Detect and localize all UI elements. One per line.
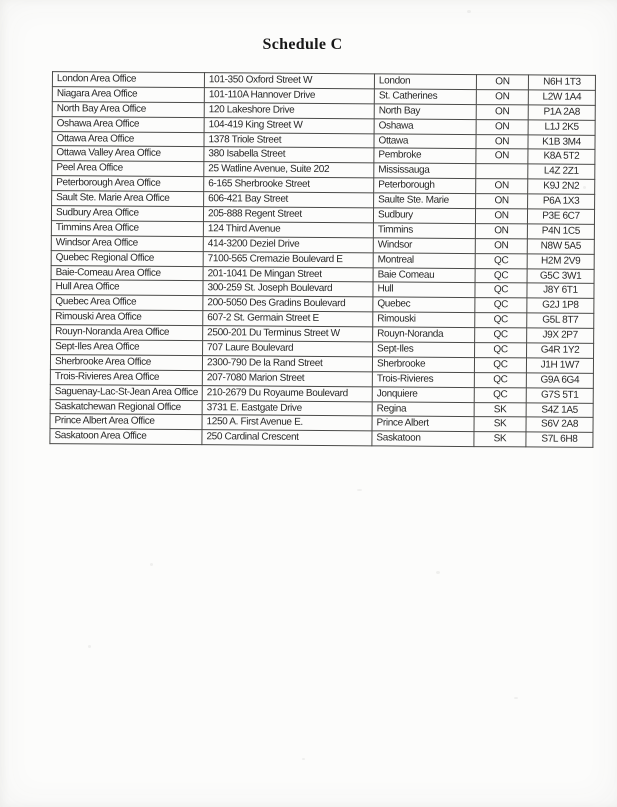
scan-speck [583,186,586,189]
city-cell: Jonquiere [372,387,474,403]
office-cell: Saskatoon Area Office [50,429,202,445]
city-cell: Trois-Rivieres [372,372,474,388]
city-cell: Peterborough [374,178,476,194]
postal-code-cell: J8Y 6T1 [527,283,594,298]
offices-table-body [50,72,596,448]
office-cell: Baie-Comeau Area Office [51,265,203,281]
postal-code-cell: L4Z 2Z1 [528,164,595,179]
city-cell: Sherbrooke [372,357,474,373]
province-cell: ON [475,238,527,253]
postal-code-cell: J1H 1W7 [526,358,593,373]
province-cell: QC [475,283,527,298]
office-cell: Oshawa Area Office [52,116,204,132]
province-cell: SK [474,402,526,417]
office-cell: North Bay Area Office [52,101,204,117]
province-cell: ON [476,194,528,209]
office-cell: Trois-Rivieres Area Office [50,369,202,385]
city-cell: Pembroke [374,148,476,164]
province-cell: QC [474,372,526,387]
postal-code-cell: P4N 1C5 [527,224,594,239]
postal-code-cell: S4Z 1A5 [526,403,593,418]
city-cell: Rouyn-Noranda [373,327,475,343]
city-cell: Sudbury [373,208,475,224]
office-cell: Prince Albert Area Office [50,414,202,430]
city-cell: Rimouski [373,312,475,328]
address-cell: 6-165 Sherbrooke Street [204,177,374,193]
postal-code-cell: G9A 6G4 [526,373,593,388]
office-cell: Peterborough Area Office [52,176,204,192]
office-cell: Sault Ste. Marie Area Office [52,191,204,207]
province-cell: ON [476,104,528,119]
scan-speck [436,571,440,574]
offices-table-wrap [49,71,595,448]
postal-code-cell: L1J 2K5 [528,120,595,135]
province-cell: ON [475,223,527,238]
province-cell: QC [475,328,527,343]
city-cell: Sept-Iles [373,342,475,358]
province-cell: QC [474,387,526,402]
city-cell: Saskatoon [372,431,474,447]
address-cell: 120 Lakeshore Drive [204,102,374,118]
province-cell: ON [476,149,528,164]
postal-code-cell: K8A 5T2 [528,149,595,164]
address-cell: 300-259 St. Joseph Boulevard [203,281,373,297]
address-cell: 201-1041 De Mingan Street [203,266,373,282]
postal-code-cell: P1A 2A8 [528,105,595,120]
postal-code-cell: G4R 1Y2 [527,343,594,358]
address-cell: 414-3200 Deziel Drive [203,236,373,252]
province-cell: QC [474,357,526,372]
address-cell: 7100-565 Cremazie Boulevard E [203,251,373,267]
address-cell: 200-5050 Des Gradins Boulevard [203,296,373,312]
postal-code-cell: P3E 6C7 [527,209,594,224]
address-cell: 101-350 Oxford Street W [204,73,374,89]
city-cell: Windsor [373,238,475,254]
office-cell: Rimouski Area Office [51,310,203,326]
province-cell [476,164,528,179]
postal-code-cell: N8W 5A5 [527,239,594,254]
office-cell: Quebec Regional Office [51,250,203,266]
city-cell: Prince Albert [372,416,474,432]
address-cell: 2500-201 Du Terminus Street W [203,326,373,342]
city-cell: Regina [372,401,474,417]
address-cell: 1378 Triole Street [204,132,374,148]
province-cell: QC [475,253,527,268]
province-cell: ON [476,179,528,194]
offices-table [49,71,596,448]
office-cell: Saguenay-Lac-St-Jean Area Office [50,384,202,400]
postal-code-cell: K1B 3M4 [528,134,595,149]
city-cell: Mississauga [374,163,476,179]
office-cell: Peel Area Office [52,161,204,177]
address-cell: 25 Watline Avenue, Suite 202 [204,162,374,178]
province-cell: SK [474,417,526,432]
province-cell: ON [475,209,527,224]
address-cell: 205-888 Regent Street [203,207,373,223]
office-cell: Ottawa Area Office [52,131,204,147]
office-cell: Sherbrooke Area Office [50,355,202,371]
city-cell: London [374,74,476,90]
address-cell: 607-2 St. Germain Street E [203,311,373,327]
office-cell: Niagara Area Office [52,86,204,102]
address-cell: 250 Cardinal Crescent [202,430,372,446]
address-cell: 2300-790 De la Rand Street [202,356,372,372]
postal-code-cell: S7L 6H8 [526,432,593,447]
province-cell: ON [476,75,528,90]
office-cell: Sudbury Area Office [51,206,203,222]
address-cell: 210-2679 Du Royaume Boulevard [202,385,372,401]
province-cell: QC [475,268,527,283]
province-cell: QC [475,313,527,328]
scan-speck [302,758,305,760]
province-cell: QC [475,343,527,358]
office-cell: Sept-Iles Area Office [51,340,203,356]
city-cell: Hull [373,282,475,298]
province-cell: SK [474,432,526,447]
postal-code-cell: K9J 2N2 [528,179,595,194]
city-cell: Timmins [373,223,475,239]
city-cell: Oshawa [374,119,476,135]
office-cell: Ottawa Valley Area Office [52,146,204,162]
address-cell: 707 Laure Boulevard [203,341,373,357]
city-cell: Montreal [373,253,475,269]
office-cell: Quebec Area Office [51,295,203,311]
province-cell: QC [475,298,527,313]
city-cell: St. Catherines [374,89,476,105]
postal-code-cell: G7S 5T1 [526,388,593,403]
postal-code-cell: J9X 2P7 [527,328,594,343]
postal-code-cell: G2J 1P8 [527,298,594,313]
office-cell: Windsor Area Office [51,235,203,251]
province-cell: ON [476,134,528,149]
postal-code-cell: G5L 8T7 [527,313,594,328]
scan-speck [88,645,91,648]
address-cell: 124 Third Avenue [203,222,373,238]
postal-code-cell: H2M 2V9 [527,254,594,269]
office-cell: Rouyn-Noranda Area Office [51,325,203,341]
address-cell: 380 Isabella Street [204,147,374,163]
postal-code-cell: N6H 1T3 [528,75,595,90]
scan-speck [467,10,471,13]
postal-code-cell: S6V 2A8 [526,417,593,432]
address-cell: 1250 A. First Avenue E. [202,415,372,431]
address-cell: 104-419 King Street W [204,117,374,133]
table-row [50,429,593,448]
postal-code-cell: P6A 1X3 [528,194,595,209]
document-title: Schedule C [262,36,343,53]
office-cell: Timmins Area Office [51,221,203,237]
address-cell: 606-421 Bay Street [204,192,374,208]
scan-speck [357,489,362,491]
address-cell: 101-110A Hannover Drive [204,88,374,104]
city-cell: Saulte Ste. Marie [374,193,476,209]
scan-speck [514,697,518,699]
province-cell: ON [476,119,528,134]
postal-code-cell: L2W 1A4 [528,90,595,105]
address-cell: 207-7080 Marion Street [202,370,372,386]
city-cell: Quebec [373,297,475,313]
city-cell: Baie Comeau [373,267,475,283]
city-cell: North Bay [374,104,476,120]
province-cell: ON [476,89,528,104]
address-cell: 3731 E. Eastgate Drive [202,400,372,416]
office-cell: Saskatchewan Regional Office [50,399,202,415]
office-cell: London Area Office [52,72,204,88]
city-cell: Ottawa [374,133,476,149]
postal-code-cell: G5C 3W1 [527,269,594,284]
scan-speck [150,563,153,566]
office-cell: Hull Area Office [51,280,203,296]
